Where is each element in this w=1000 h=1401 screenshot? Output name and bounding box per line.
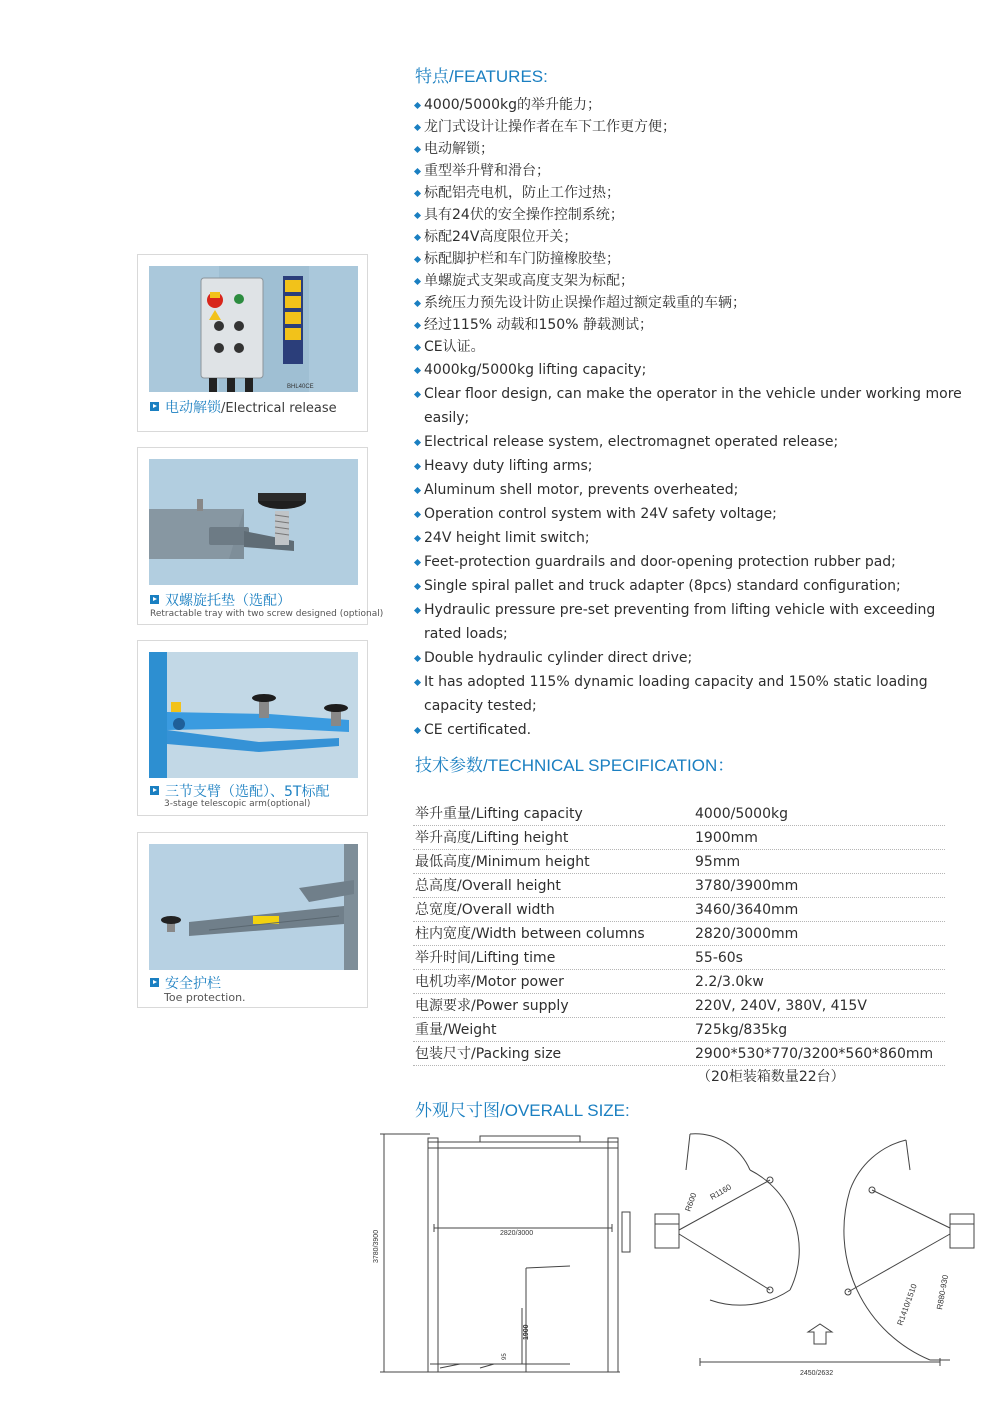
spec-row bbox=[413, 922, 945, 946]
feature-cn-item: 单螺旋式支架或高度支架为标配； bbox=[415, 270, 975, 292]
spec-key: 最低高度/Minimum height bbox=[415, 854, 590, 870]
spec-value: 2900*530*770/3200*560*860mm bbox=[695, 1046, 934, 1062]
caption-en-text: /Electrical release bbox=[221, 401, 337, 416]
spec-key: 举升时间/Lifting time bbox=[415, 950, 556, 966]
overall-size-title: 外观尺寸图/OVERALL SIZE: bbox=[415, 1101, 630, 1120]
play-bullet-icon bbox=[150, 402, 159, 411]
r1160-label: R1160 bbox=[708, 1182, 733, 1202]
feature-en-item: Double hydraulic cylinder direct drive; bbox=[415, 646, 975, 670]
play-bullet-icon bbox=[150, 786, 159, 795]
spec-row bbox=[413, 1018, 945, 1042]
spec-key: 重量/Weight bbox=[415, 1022, 497, 1038]
spec-key: 举升重量/Lifting capacity bbox=[415, 806, 583, 822]
card-electrical-release bbox=[137, 254, 368, 432]
feature-en-item: Aluminum shell motor, prevents overheated; bbox=[415, 478, 975, 502]
spec-title: 技术参数/TECHNICAL SPECIFICATION： bbox=[415, 756, 735, 775]
spec-key: 电机功率/Motor power bbox=[415, 974, 564, 990]
feature-cn-item: 标配24V高度限位开关； bbox=[415, 226, 975, 248]
spec-row bbox=[413, 994, 945, 1018]
feature-cn-item: 4000/5000kg的举升能力； bbox=[415, 94, 975, 116]
spec-row bbox=[413, 874, 945, 898]
card-retractable-tray bbox=[137, 447, 384, 625]
spec-value: 55-60s bbox=[695, 950, 743, 966]
spec-row bbox=[413, 970, 945, 994]
r880-label: R880-930 bbox=[935, 1274, 951, 1311]
spec-row bbox=[413, 946, 945, 970]
spec-value: 2820/3000mm bbox=[695, 926, 799, 942]
feature-cn-item: CE认证。 bbox=[415, 336, 975, 358]
overall-height-label: 3780/3900 bbox=[373, 1229, 380, 1263]
spec-value: 4000/5000kg bbox=[695, 806, 788, 822]
feature-en-item: It has adopted 115% dynamic loading capacity and 150% static loading capacity tested; bbox=[415, 670, 975, 718]
telescopic-arm-photo bbox=[149, 652, 358, 778]
spec-value: 3460/3640mm bbox=[695, 902, 799, 918]
inner-width-label: 2820/3000 bbox=[500, 1230, 534, 1237]
caption-cn-text: 双螺旋托垫（选配） bbox=[165, 593, 291, 609]
spec-key: 柱内宽度/Width between columns bbox=[415, 926, 645, 942]
lift-height-label: 1900 bbox=[523, 1324, 530, 1340]
feature-en-item: Operation control system with 24V safety voltage; bbox=[415, 502, 975, 526]
spec-value: 2.2/3.0kw bbox=[695, 974, 764, 990]
card-telescopic-arm bbox=[137, 640, 368, 816]
feature-cn-item: 具有24伏的安全操作控制系统； bbox=[415, 204, 975, 226]
card-caption bbox=[150, 397, 337, 417]
spec-row bbox=[413, 1042, 945, 1066]
feature-en-item: Feet-protection guardrails and door-opening protection rubber pad; bbox=[415, 550, 975, 574]
control-box-photo bbox=[149, 266, 358, 392]
caption-cn-text: 安全护栏 bbox=[165, 976, 221, 992]
spec-value: 725kg/835kg bbox=[695, 1022, 788, 1038]
card-caption bbox=[150, 590, 291, 610]
spec-key: 总宽度/Overall width bbox=[415, 902, 555, 918]
packing-note: （20柜装箱数量22台） bbox=[697, 1069, 845, 1085]
spec-row bbox=[413, 802, 945, 826]
spec-key: 总高度/Overall height bbox=[415, 878, 561, 894]
caption-en-text: 3-stage telescopic arm(optional) bbox=[164, 799, 311, 809]
control-box-label: BHL40CE bbox=[287, 384, 314, 390]
toe-protection-photo bbox=[149, 844, 358, 970]
feature-cn-item: 经过115% 动载和150% 静载测试； bbox=[415, 314, 975, 336]
min-height-label: 95 bbox=[502, 1353, 508, 1360]
caption-en-text: Retractable tray with two screw designed (optional) bbox=[150, 609, 384, 619]
spec-value: 1900mm bbox=[695, 830, 758, 846]
spec-row bbox=[413, 850, 945, 874]
feature-en-item: 24V height limit switch; bbox=[415, 526, 975, 550]
spec-table bbox=[413, 802, 945, 1066]
spec-row bbox=[413, 826, 945, 850]
r600-label: R600 bbox=[683, 1191, 699, 1213]
feature-en-item: CE certificated. bbox=[415, 718, 975, 742]
features-list bbox=[415, 94, 975, 742]
spec-value: 3780/3900mm bbox=[695, 878, 799, 894]
card-toe-protection bbox=[137, 832, 368, 1008]
feature-en-item: 4000kg/5000kg lifting capacity; bbox=[415, 358, 975, 382]
feature-cn-item: 标配脚护栏和车门防撞橡胶垫； bbox=[415, 248, 975, 270]
spec-value: 95mm bbox=[695, 854, 741, 870]
card-caption bbox=[150, 781, 329, 801]
feature-en-item: Heavy duty lifting arms; bbox=[415, 454, 975, 478]
r1410-label: R1410/1510 bbox=[895, 1282, 919, 1327]
features-title: 特点/FEATURES: bbox=[415, 67, 548, 86]
caption-cn-text: 电动解锁 bbox=[165, 400, 221, 416]
feature-cn-item: 系统压力预先设计防止误操作超过额定载重的车辆； bbox=[415, 292, 975, 314]
spec-value: 220V, 240V, 380V, 415V bbox=[695, 998, 867, 1014]
feature-en-item: Electrical release system, electromagnet operated release; bbox=[415, 430, 975, 454]
play-bullet-icon bbox=[150, 595, 159, 604]
feature-en-item: Clear floor design, can make the operator in the vehicle under working more easily; bbox=[415, 382, 975, 430]
feature-cn-item: 电动解锁； bbox=[415, 138, 975, 160]
play-bullet-icon bbox=[150, 978, 159, 987]
feature-en-item: Single spiral pallet and truck adapter (8pcs) standard configuration; bbox=[415, 574, 975, 598]
caption-cn-text: 三节支臂（选配）、5T标配 bbox=[165, 784, 330, 800]
feature-cn-item: 重型举升臂和滑台； bbox=[415, 160, 975, 182]
screw-tray-photo bbox=[149, 459, 358, 585]
overall-width-label: 2450/2632 bbox=[800, 1370, 834, 1377]
caption-en-text: Toe protection. bbox=[164, 991, 246, 1004]
card-caption bbox=[150, 973, 221, 993]
front-elevation-drawing bbox=[370, 1128, 650, 1380]
feature-en-item: Hydraulic pressure pre-set preventing from lifting vehicle with exceeding rated loads; bbox=[415, 598, 975, 646]
top-view-drawing bbox=[650, 1130, 980, 1380]
feature-cn-item: 龙门式设计让操作者在车下工作更方便； bbox=[415, 116, 975, 138]
spec-row bbox=[413, 898, 945, 922]
spec-key: 电源要求/Power supply bbox=[415, 998, 569, 1014]
spec-key: 包装尺寸/Packing size bbox=[415, 1046, 562, 1062]
feature-cn-item: 标配铝壳电机，防止工作过热； bbox=[415, 182, 975, 204]
spec-key: 举升高度/Lifting height bbox=[415, 830, 569, 846]
